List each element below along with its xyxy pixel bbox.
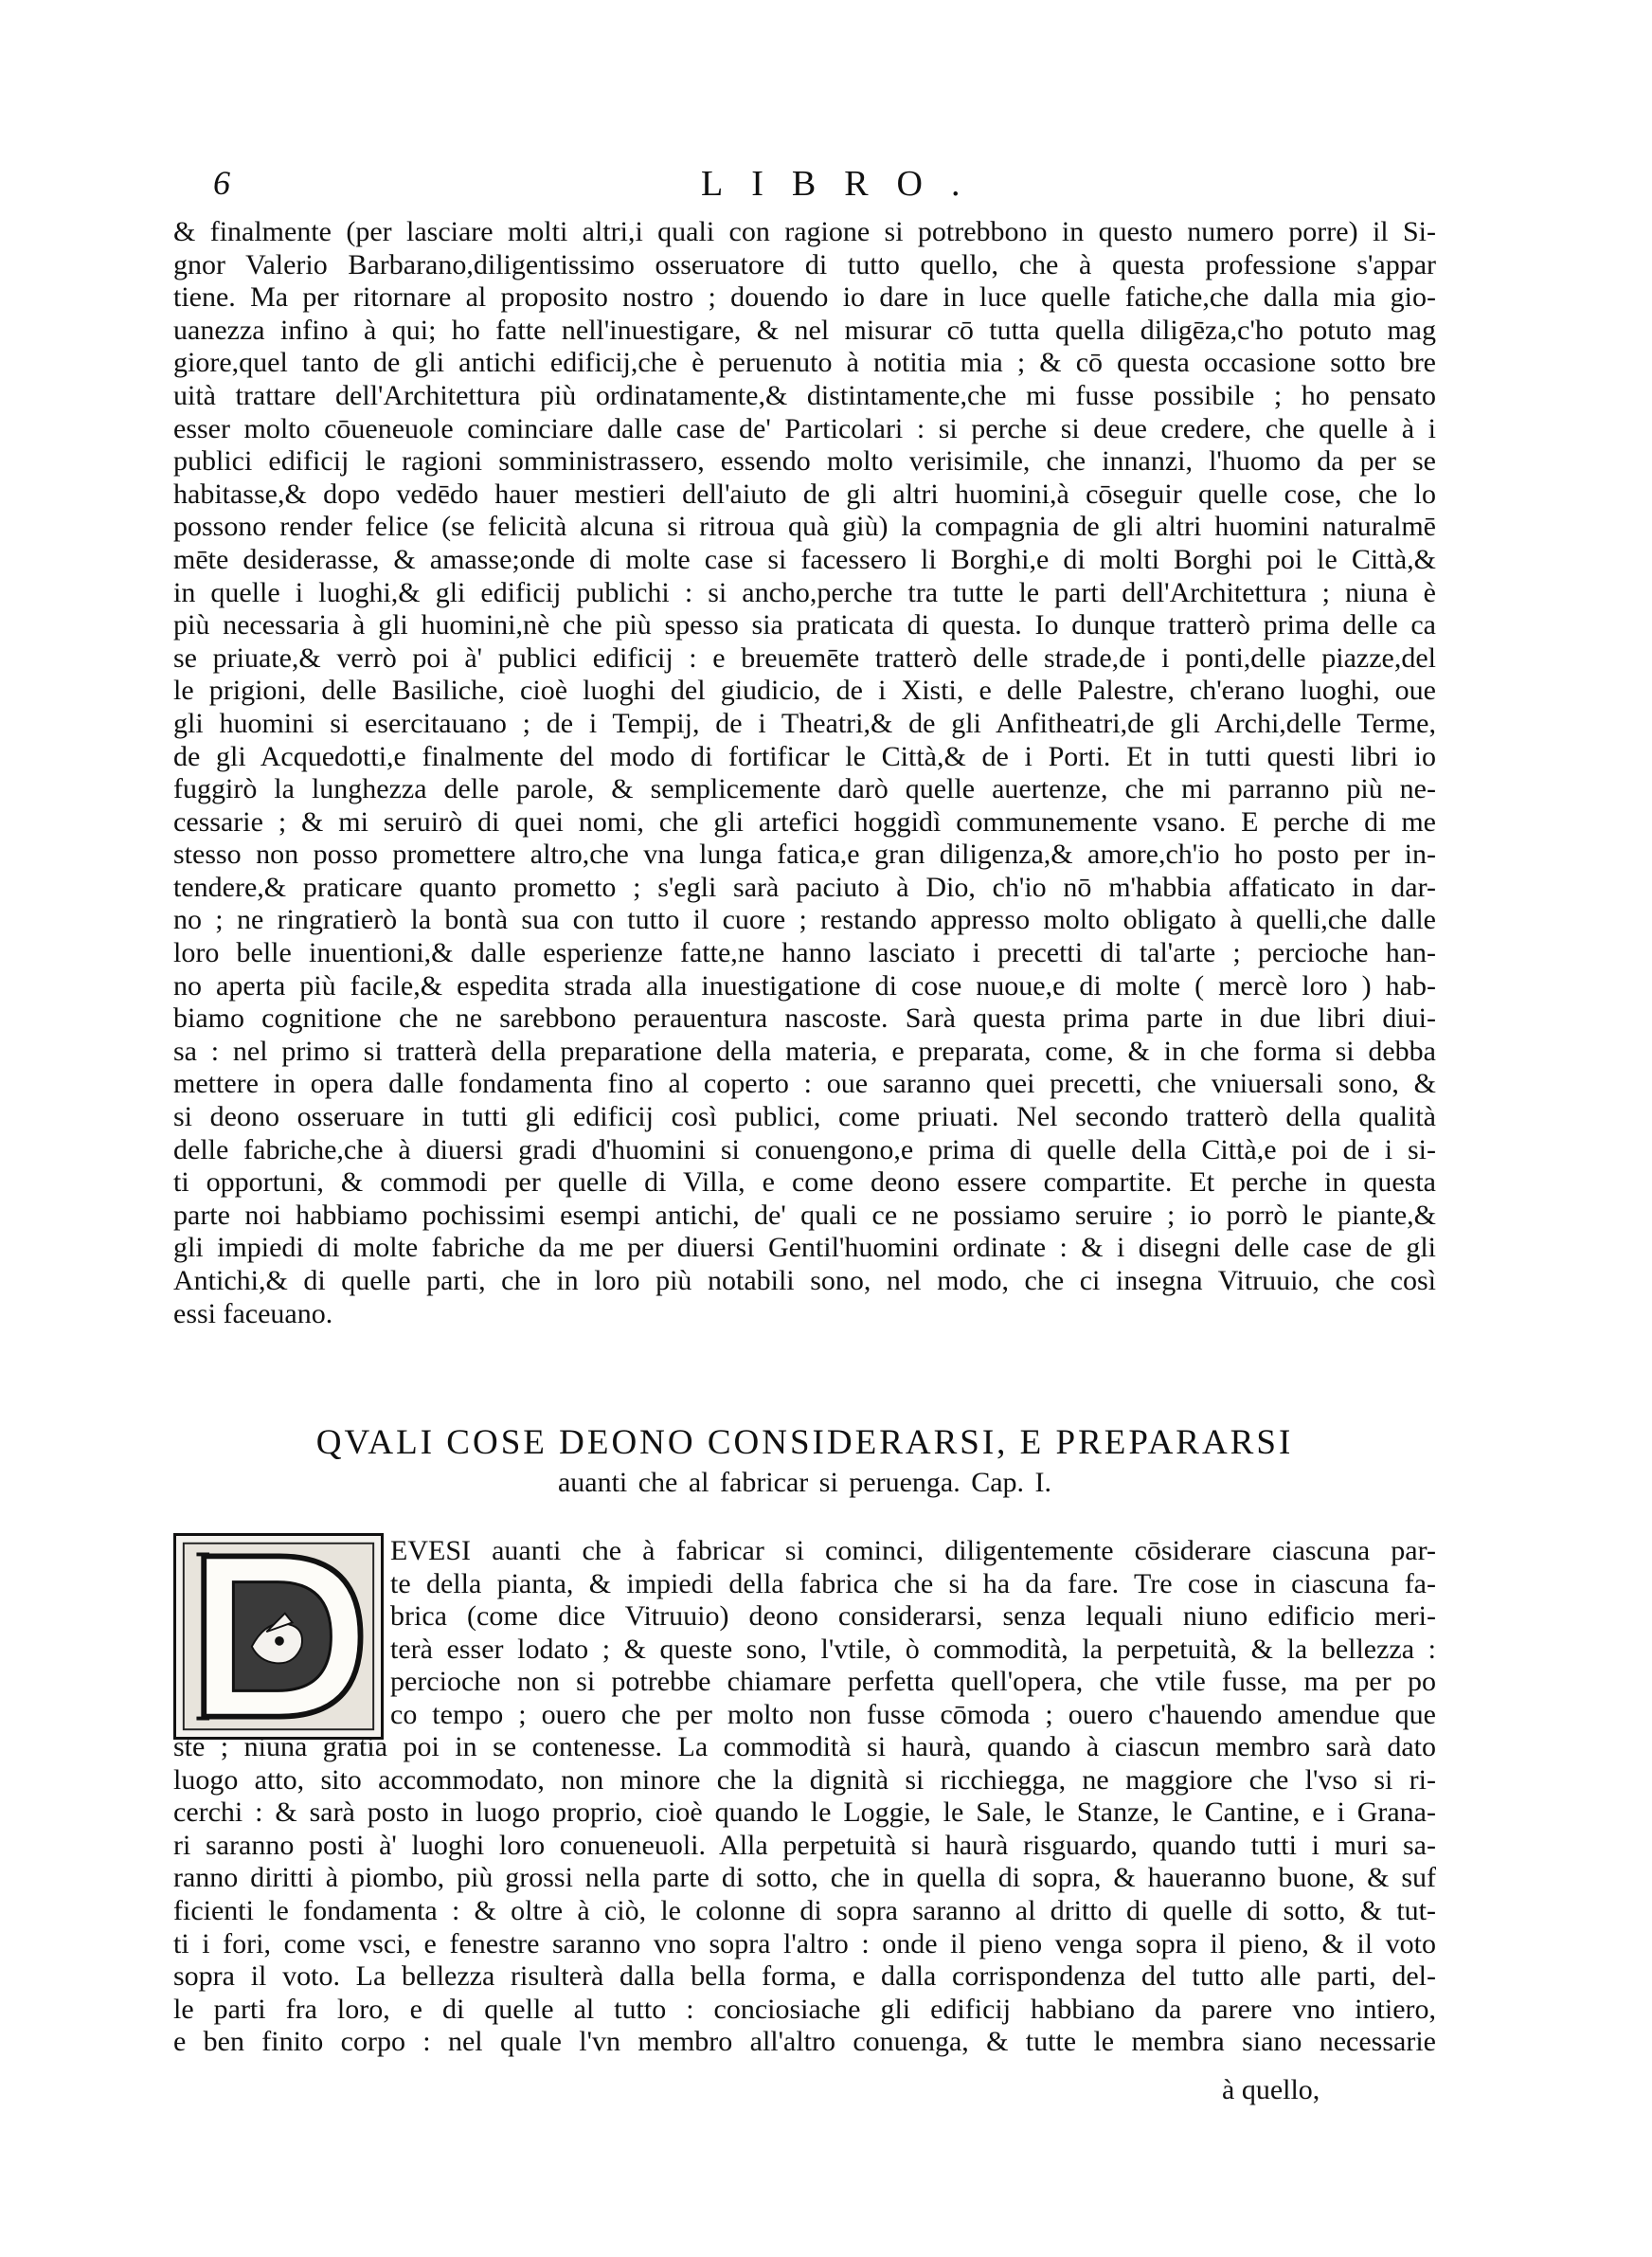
text-line: te della pianta, & impiedi della fabrica che si ha da fare. Tre cose in ciascuna fa-	[390, 1567, 1436, 1599]
text-line: le prigioni, delle Basiliche, cioè luoghi del giudicio, de i Xisti, e delle Palestre, ch'erano luoghi, oue	[173, 675, 1436, 707]
text-line: gli impiedi di molte fabriche da me per diuersi Gentil'huomini ordinate : & i disegni delle case de gli	[173, 1232, 1436, 1264]
decorated-initial-d	[173, 1533, 384, 1740]
text-line: ranno diritti à piombo, più grossi nella parte di sotto, che in quella di sopra, & haueranno buone, & suf	[173, 1862, 1436, 1894]
text-line: ri saranno posti à' luoghi loro conueneuoli. Alla perpetuità si haurà risguardo, quando tutti i muri sa-	[173, 1829, 1436, 1861]
text-line: possono render felice (se felicità alcuna si ritroua quà giù) la compagnia de gli altri huomini naturalmē	[173, 511, 1436, 543]
text-line: publici edificij le ragioni somministrassero, essendo molto verisimile, che innanzi, l'huomo da per se	[173, 445, 1436, 478]
text-line: stesso non posso promettere altro,che vna lunga fatica,e gran diligenza,& amore,ch'io ho posto per in-	[173, 839, 1436, 871]
text-line: le parti fra loro, e di quelle al tutto : conciosiache gli edificij habbiano da parere vno intiero,	[173, 1993, 1436, 2025]
text-line: esser molto cōueneuole cominciare dalle case de' Particolari : si perche si deue credere, che quelle à i	[173, 412, 1436, 444]
text-line: Antichi,& di quelle parti, che in loro più notabili sono, nel modo, che ci insegna Vitruuio, che così	[173, 1265, 1436, 1296]
paragraph-chapter-full	[173, 1731, 1436, 2059]
page-number: 6	[213, 164, 230, 202]
text-line: brica (come dice Vitruuio) deono considerarsi, senza lequali niuno edificio meri-	[390, 1600, 1436, 1633]
text-line: biamo cognitione che ne sarebbono perauentura nascoste. Sarà questa prima parte in due libri diui-	[173, 1002, 1436, 1035]
running-head	[213, 163, 1426, 210]
text-line: ti i fori, come vsci, e fenestre saranno vno sopra l'altro : onde il pieno venga sopra il pieno, & il voto	[173, 1927, 1436, 1959]
running-title: LIBRO.	[701, 164, 989, 204]
text-line: cessarie ; & mi seruirò di quei nomi, che gli artefici hoggidì communemente vsano. E perche di me	[173, 805, 1436, 838]
paragraph-intro	[173, 216, 1436, 1330]
text-line: tendere,& praticare quanto prometto ; s'egli sarà paciuto à Dio, ch'io nō m'habbia affaticato in dar-	[173, 871, 1436, 903]
text-line: EVESI auanti che à fabricar si cominci, diligentemente cōsiderare ciascuna par-	[390, 1535, 1436, 1566]
text-line: uità trattare dell'Architettura più ordinatamente,& distintamente,che mi fusse possibile ; ho pensato	[173, 379, 1436, 411]
text-line: sa : nel primo si tratterà della preparatione della materia, e preparata, come, & in che forma si debba	[173, 1035, 1436, 1067]
text-line: percioche non si potrebbe chiamare perfetta quell'opera, che vtile fusse, ma per po	[390, 1666, 1436, 1698]
text-line: mēte desiderasse, & amasse;onde di molte case si facessero li Borghi,e di molti Borghi poi le Città,&	[173, 543, 1436, 575]
text-line: parte noi habbiamo pochissimi esempi antichi, de' quali ce ne possiamo seruire ; io porrò le piante,&	[173, 1199, 1436, 1231]
chapter-heading	[173, 1421, 1436, 1501]
text-line: gli huomini si esercitauano ; de i Tempij, de i Theatri,& de gli Anfitheatri,de gli Archi,delle Terme,	[173, 707, 1436, 739]
text-line: e ben finito corpo : nel quale l'vn membro all'altro conuenga, & tutte le membra siano necessarie	[173, 2026, 1436, 2058]
text-line: essi faceuano.	[173, 1297, 333, 1329]
text-line: co tempo ; ouero che per molto non fusse cōmoda ; ouero c'hauendo amendue que	[390, 1698, 1436, 1730]
text-line: più necessaria à gli huomini,nè che più spesso sia praticata di questa. Io dunque tratterò prima delle ca	[173, 609, 1436, 641]
paragraph-chapter-indented	[390, 1535, 1436, 1732]
text-line: fuggirò la lunghezza delle parole, & semplicemente darò quelle auertenze, che mi parranno più ne-	[173, 773, 1436, 805]
text-line: in quelle i luoghi,& gli edificij publichi : si ancho,perche tra tutte le parti dell'Architettura ; niuna è	[173, 576, 1436, 608]
text-line: gnor Valerio Barbarano,diligentissimo osseruatore di tutto quello, che à questa professione s'appar	[173, 248, 1436, 280]
text-line: ti opportuni, & commodi per quelle di Villa, e come deono essere compartite. Et perche in questa	[173, 1166, 1436, 1199]
text-line: se priuate,& verrò poi à' publici edificij : e breuemēte tratterò delle strade,de i ponti,delle piazze,del	[173, 641, 1436, 674]
text-line: tiene. Ma per ritornare al proposito nostro ; douendo io dare in luce quelle fatiche,che dalla mia gio-	[173, 281, 1436, 314]
text-line: delle fabriche,che à diuersi gradi d'huomini si conuengono,e prima di quelle della Città,e poi de i si-	[173, 1133, 1436, 1165]
text-line: habitasse,& dopo vedēdo hauer mestieri dell'aiuto de gli altri huomini,à cōseguir quelle cose, che lo	[173, 478, 1436, 510]
text-line: de gli Acquedotti,e finalmente del modo di fortificar le Città,& de i Porti. Et in tutti questi libri io	[173, 740, 1436, 772]
text-line: loro belle inuentioni,& dalle esperienze fatte,ne hanno lasciato i precetti di tal'arte ; percioche han-	[173, 937, 1436, 969]
text-line: cerchi : & sarà posto in luogo proprio, cioè quando le Loggie, le Sale, le Stanze, le Cantine, e i Grana-	[173, 1797, 1436, 1829]
text-line: si deono osseruare in tutti gli edificij così publici, come priuati. Nel secondo tratterò della qualità	[173, 1101, 1436, 1133]
catchword: à quello,	[1222, 2074, 1320, 2105]
text-line: mettere in opera dalle fondamenta fino al coperto : oue saranno quei precetti, che vniuersali sono, &	[173, 1068, 1436, 1100]
text-line: terà esser lodato ; & queste sono, l'vtile, ò commodità, la perpetuità, & la bellezza :	[390, 1633, 1436, 1665]
text-line: giore,quel tanto de gli antichi edificij,che è peruenuto à notitia mia ; & cō questa occasione sotto bre	[173, 347, 1436, 379]
text-line: & finalmente (per lasciare molti altri,i quali con ragione si potrebbono in questo numero porre) il Si-	[173, 216, 1436, 247]
text-line: ficienti le fondamenta : & oltre à ciò, le colonne di sopra saranno al dritto di quelle di sotto, & tut-	[173, 1894, 1436, 1926]
text-line: sopra il voto. La bellezza risulterà dalla bella forma, e dalla corrispondenza del tutto alle parti, del-	[173, 1960, 1436, 1993]
text-line: no aperta più facile,& espedita strada alla inuestigatione di cose nuoue,e di molte ( mercè loro ) hab-	[173, 969, 1436, 1002]
chapter-title: QVALI COSE DEONO CONSIDERARSI, E PREPARARSI	[315, 1423, 1294, 1462]
text-line: uanezza infino à qui; ho fatte nell'inuestigare, & nel misurar cō tutta quella diligēza,c'ho potuto mag	[173, 314, 1436, 346]
text-line: luogo atto, sito accommodato, non minore che la dignità si ricchiegga, ne maggiore che l'vso si ri-	[173, 1763, 1436, 1796]
text-line: no ; ne ringratierò la bontà sua con tutto il cuore ; restando appresso molto obligato à quelli,che dalle	[173, 904, 1436, 936]
chapter-subtitle: auanti che al fabricar si peruenga. Cap. I.	[557, 1467, 1052, 1498]
text-line: ste ; niuna gratia poi in se contenesse. La commodità si haurà, quando à ciascun membro sarà dato	[173, 1731, 1436, 1762]
